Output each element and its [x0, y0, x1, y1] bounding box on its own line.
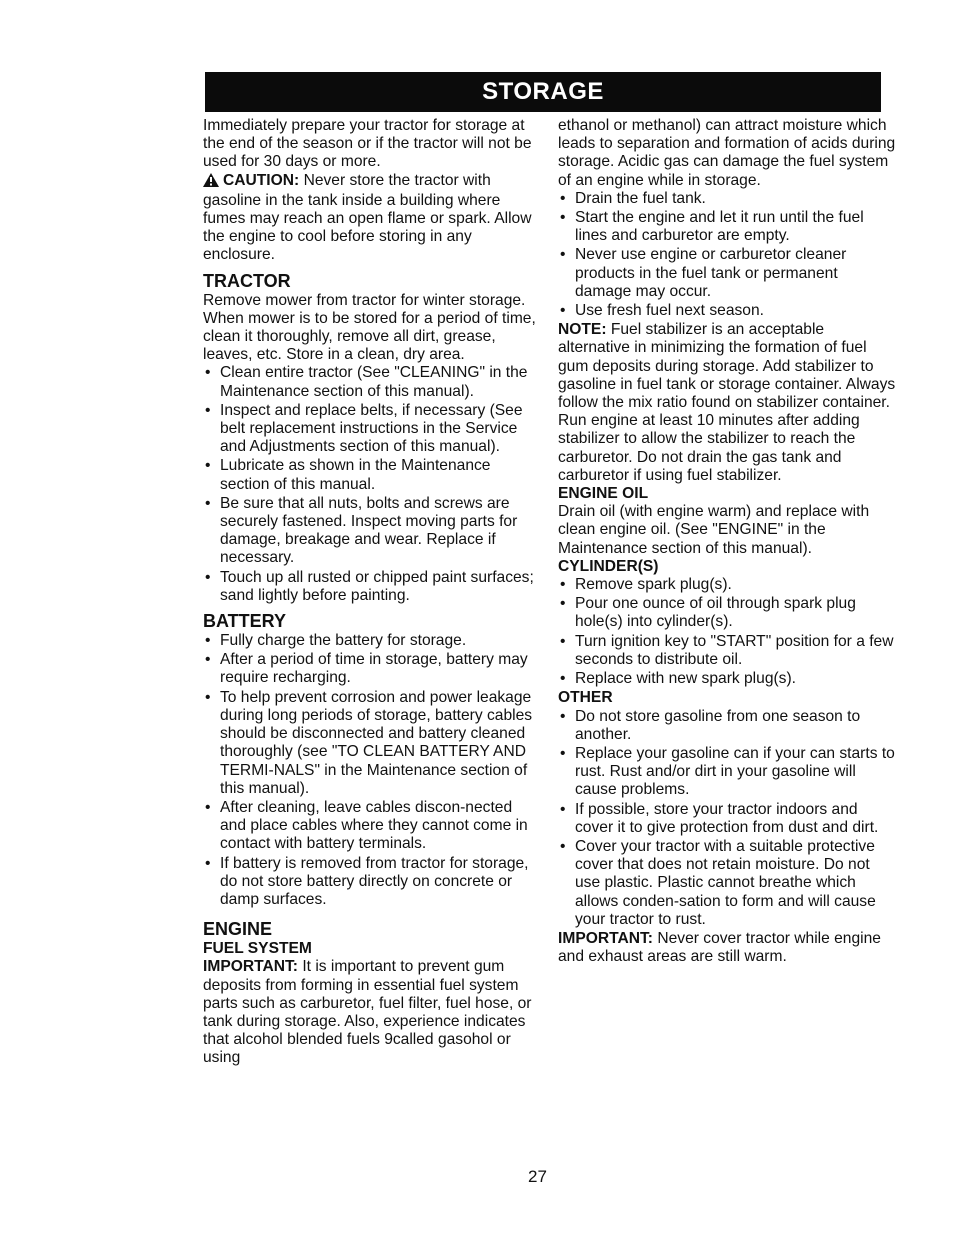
list-item: • Touch up all rusted or chipped paint surfaces; sand lightly before painting. [203, 569, 538, 605]
list-item: • Start the engine and let it run until the fuel lines and carburetor are empty. [558, 209, 896, 245]
intro-paragraph: Immediately prepare your tractor for storage at the end of the season or if the tractor will not be used for 30 days or more. [203, 117, 532, 171]
list-item: • Replace with new spark plug(s). [558, 670, 896, 688]
fuel-system-heading: FUEL SYSTEM [203, 940, 312, 958]
cylinders-bullet-list [558, 576, 896, 688]
list-item: • Pour one ounce of oil through spark plug hole(s) into cylinder(s). [558, 595, 896, 631]
list-item: • Lubricate as shown in the Maintenance section of this manual. [203, 457, 538, 493]
caution-paragraph [203, 172, 538, 265]
section-title-banner: STORAGE [205, 72, 881, 112]
engine-heading: ENGINE [203, 919, 273, 940]
list-item: • Inspect and replace belts, if necessary (See belt replacement instructions in the Service and Adjustments section of this manual). [203, 402, 538, 457]
engine-oil-paragraph: Drain oil (with engine warm) and replace with clean engine oil. (See "ENGINE" in the Maintenance section of this manual). [558, 503, 870, 557]
list-item: • Fully charge the battery for storage. [203, 632, 538, 650]
fuel-bullet-list [558, 190, 896, 320]
warning-triangle-icon [203, 173, 219, 192]
list-item: • Drain the fuel tank. [558, 190, 896, 208]
fuel-continued-paragraph: ethanol or methanol) can attract moisture which leads to separation and formation of acids during storage. Acidic gas can damage the fuel system of an engine while in storage. [558, 117, 896, 189]
right-column [558, 117, 896, 966]
battery-heading: BATTERY [203, 611, 286, 632]
engine-oil-heading: ENGINE OIL [558, 485, 649, 503]
list-item: • Do not store gasoline from one season to another. [558, 708, 896, 744]
list-item: • Replace your gasoline can if your can starts to rust. Rust and/or dirt in your gasoline will cause problems. [558, 745, 896, 800]
list-item: • After cleaning, leave cables discon-nected and place cables where they cannot come in contact with battery terminals. [203, 799, 538, 854]
page-number: 27 [528, 1167, 547, 1186]
list-item: • If possible, store your tractor indoors and cover it to give protection from dust and dirt. [558, 801, 896, 837]
tractor-bullet-list [203, 364, 538, 605]
important-text: Never cover tractor while engine and exhaust areas are still warm. [558, 929, 881, 966]
list-item: • If battery is removed from tractor for storage, do not store battery directly on concrete or damp surfaces. [203, 855, 538, 910]
list-item: • Cover your tractor with a suitable protective cover that does not retain moisture. Do not use plastic. Plastic cannot breathe which allows conden-sation to form and will cause your tractor to rust. [558, 838, 896, 929]
cylinders-heading: CYLINDER(S) [558, 557, 659, 575]
list-item: • Use fresh fuel next season. [558, 302, 896, 320]
fuel-system-paragraph [203, 958, 538, 1067]
tractor-paragraph: Remove mower from tractor for winter storage. When mower is to be stored for a period of time, clean it thoroughly, remove all dirt, grease, leaves, etc. Store in a clean, dry area. [203, 291, 536, 364]
list-item: • Clean entire tractor (See "CLEANING" in the Maintenance section of this manual). [203, 364, 538, 400]
important-label: IMPORTANT: [558, 929, 653, 947]
list-item: • Remove spark plug(s). [558, 576, 896, 594]
other-heading: OTHER [558, 689, 613, 707]
important-label: IMPORTANT: [203, 958, 298, 976]
left-column [203, 117, 538, 1068]
note-paragraph [558, 321, 896, 485]
battery-bullet-list [203, 632, 538, 909]
note-label: NOTE: [558, 321, 607, 339]
list-item: • Be sure that all nuts, bolts and screws are securely fastened. Inspect moving parts for damage, breakage and wear. Replace if necessary. [203, 495, 538, 568]
note-text: Fuel stabilizer is an acceptable alternative in minimizing the formation of fuel gum deposits during storage. Add stabilizer to gasoline in fuel tank or storage container. Always follow the mix ratio found on stabilizer container. Run engine at least 10 minutes after adding stabilizer to allow the stabilizer to reach the carburetor. Do not drain the gas tank and carburetor if using fuel stabilizer. [558, 321, 896, 484]
caution-text: Never store the tractor with gasoline in the tank inside a building where fumes may reach an open flame or spark. Allow the engine to cool before storing in any enclosure. [203, 171, 532, 264]
other-bullet-list [558, 708, 896, 929]
list-item: • After a period of time in storage, battery may require recharging. [203, 651, 538, 687]
caution-label: CAUTION: [223, 171, 300, 189]
list-item: • Turn ignition key to "START" position for a few seconds to distribute oil. [558, 633, 896, 669]
important-paragraph [558, 930, 896, 966]
tractor-heading: TRACTOR [203, 270, 291, 291]
fuel-system-text: It is important to prevent gum deposits from forming in essential fuel system parts such as carburetor, fuel filter, fuel hose, or tank during storage. Also, experience indicates that alcohol blended fuels 9called gasohol or using [203, 958, 532, 1067]
list-item: • To help prevent corrosion and power leakage during long periods of storage, battery cables should be disconnected and battery cleaned thoroughly (see "TO CLEAN BATTERY AND TERMI-NALS" in the Maintenance section of this manual). [203, 689, 538, 798]
list-item: • Never use engine or carburetor cleaner products in the fuel tank or permanent damage may occur. [558, 246, 896, 301]
